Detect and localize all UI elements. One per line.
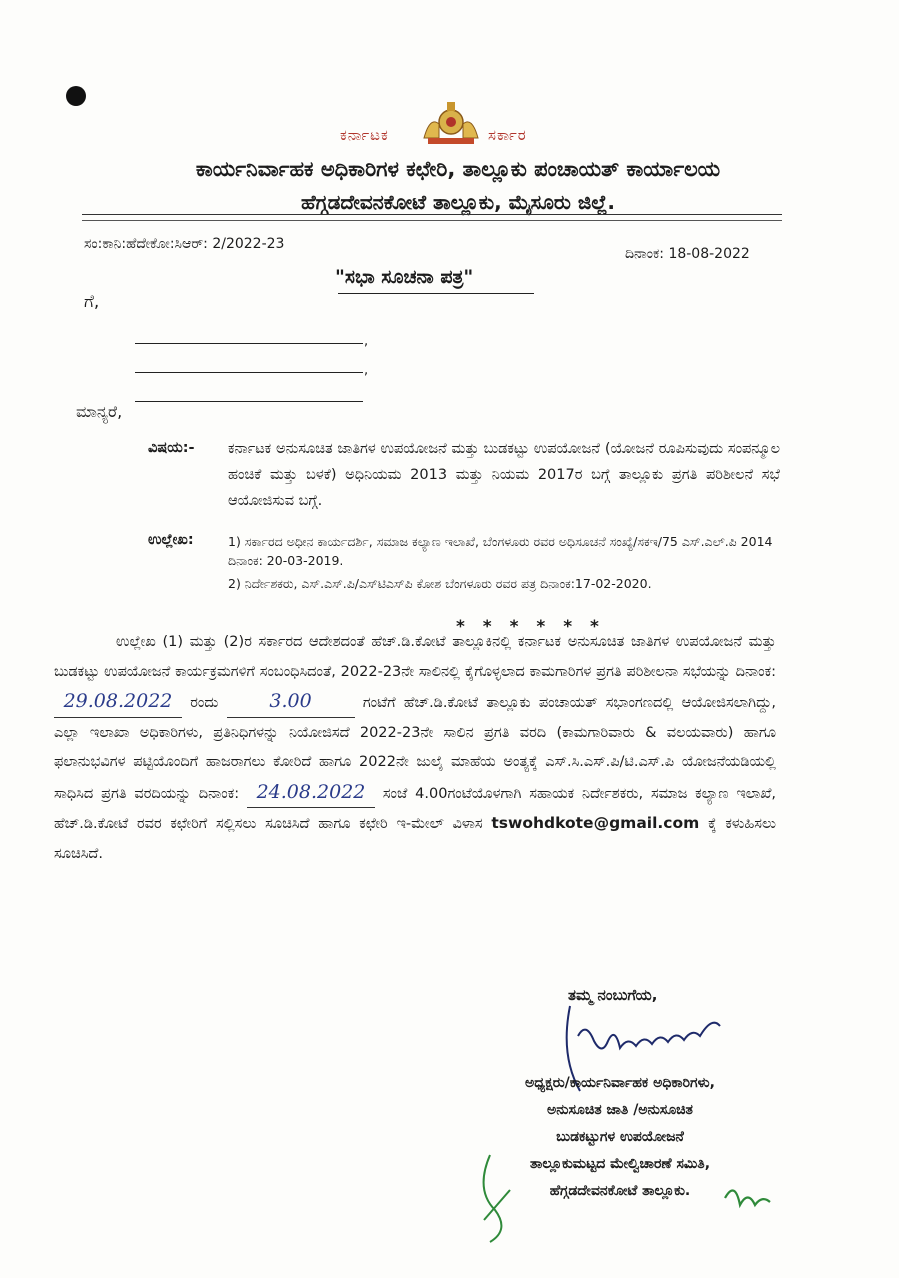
- address-line-3: [135, 401, 363, 402]
- document-title: "ಸಭಾ ಸೂಚನಾ ಪತ್ರ": [335, 266, 474, 288]
- closing-phrase: ತಮ್ಮ ನಂಬುಗೆಯ,: [568, 986, 658, 1004]
- references-label: ಉಲ್ಲೇಖ:: [148, 532, 194, 548]
- salutation: ಮಾನ್ಯರೆ,: [76, 402, 123, 421]
- report-date-handwritten: 24.08.2022: [247, 778, 375, 809]
- signatory-designation-2: ಅನುಸೂಚಿತ ಜಾತಿ /ಅನುಸೂಚಿತ: [547, 1102, 693, 1118]
- reference-number: ಸಂ:ಕಾನಿ:ಹೆದೇಕೋ:ಸಿಆರ್: 2/2022-23: [84, 236, 285, 252]
- address-comma-2: ,: [364, 363, 369, 378]
- subject-text: ಕರ್ನಾಟಕ ಅನುಸೂಚಿತ ಜಾತಿಗಳ ಉಪಯೋಜನೆ ಮತ್ತು ಬುಡಕಟ್ಟು ಉಪಯೋಜನೆ (ಯೋಜನೆ ರೂಪಿಸುವುದು ಸಂಪನ್ಮೂಲ ಹಂಚಿಕೆ ಮತ್ತು ಬಳಕೆ) ಅಧಿನಿಯಮ 2013 ಮತ್ತು ನಿಯಮ 2017ರ ಬಗ್ಗೆ ತಾಲ್ಲೂಕು ಪ್ರಗತಿ ಪರಿಶೀಲನೆ ಸಭೆ ಆಯೋಜಿಸುವ ಬಗ್ಗೆ.: [228, 441, 780, 509]
- section-separator: * * * * * *: [456, 617, 605, 637]
- punch-hole-mark: [66, 86, 86, 106]
- header-divider-thin: [82, 220, 782, 221]
- header-divider: [82, 214, 782, 215]
- reference-item-2: 2) ನಿರ್ದೇಶಕರು, ಎಸ್.ಎಸ್.ಪಿ/ಎಸ್‌ಟಿಎಸ್‌ಪಿ ಕೋಶ ಬೆಂಗಳೂರು ರವರ ಪತ್ರ ದಿನಾಂಕ:17-02-2020.: [228, 576, 652, 591]
- signatory-designation-1: ಅಧ್ಯಕ್ಷರು/ಕಾರ್ಯನಿರ್ವಾಹಕ ಅಧಿಕಾರಿಗಳು,: [525, 1075, 715, 1091]
- body-text-5: ಕ್ಕೆ ಕಳುಹಿಸಲು ಸೂಚಿಸಿದೆ.: [54, 816, 776, 862]
- meeting-date-handwritten: 29.08.2022: [54, 687, 182, 718]
- green-initials-mark-icon: [470, 1150, 780, 1245]
- signatory-designation-5: ಹೆಗ್ಗಡದೇವನಕೋಟೆ ತಾಲ್ಲೂಕು.: [549, 1183, 691, 1199]
- address-comma-1: ,: [364, 334, 369, 349]
- office-location: ಹೆಗ್ಗಡದೇವನಕೋಟೆ ತಾಲ್ಲೂಕು, ಮೈಸೂರು ಜಿಲ್ಲೆ.: [300, 190, 616, 214]
- office-email: tswohdkote@gmail.com: [491, 814, 700, 832]
- addressee-label: ಗೆ,: [84, 292, 100, 312]
- meeting-time-handwritten: 3.00: [227, 687, 355, 718]
- office-title: ಕಾರ್ಯನಿರ್ವಾಹಕ ಅಧಿಕಾರಿಗಳ ಕಛೇರಿ, ತಾಲ್ಲೂಕು ಪಂಚಾಯತ್ ಕಾರ್ಯಾಲಯ: [195, 157, 721, 181]
- letter-body: [54, 628, 776, 869]
- body-text-1: ಉಲ್ಲೇಖ (1) ಮತ್ತು (2)ರ ಸರ್ಕಾರದ ಆದೇಶದಂತೆ ಹೆಚ್.ಡಿ.ಕೋಟೆ ತಾಲ್ಲೂಕಿನಲ್ಲಿ ಕರ್ನಾಟಕ ಅನುಸೂಚಿತ ಜಾತಿಗಳ ಉಪಯೋಜನೆ ಮತ್ತು ಬುಡಕಟ್ಟು ಉಪಯೋಜನೆ ಕಾರ್ಯಕ್ರಮಗಳಿಗೆ ಸಂಬಂಧಿಸಿದಂತೆ, 2022-23ನೇ ಸಾಲಿನಲ್ಲಿ ಕೈಗೊಳ್ಳಲಾದ ಕಾಮಗಾರಿಗಳ ಪ್ರಗತಿ ಪರಿಶೀಲನಾ ಸಭೆಯನ್ನು ದಿನಾಂಕ:: [54, 634, 776, 680]
- state-emblem-icon: [420, 98, 482, 148]
- address-line-1: [135, 343, 363, 344]
- subject-label: ವಿಷಯ:-: [148, 440, 195, 456]
- address-line-2: [135, 372, 363, 373]
- body-text-3: ಗಂಟೆಗೆ ಹೆಚ್.ಡಿ.ಕೋಟೆ ತಾಲ್ಲೂಕು ಪಂಚಾಯತ್ ಸಭಾಂಗಣದಲ್ಲಿ ಆಯೋಜಿಸಲಾಗಿದ್ದು, ಎಲ್ಲಾ ಇಲಾಖಾ ಅಧಿಕಾರಿಗಳು, ಪ್ರತಿನಿಧಿಗಳನ್ನು ನಿಯೋಜಿಸದೆ 2022-23ನೇ ಸಾಲಿನ ಪ್ರಗತಿ ವರದಿ (ಕಾಮಗಾರಿವಾರು & ವಲಯವಾರು) ಹಾಗೂ ಫಲಾನುಭವಿಗಳ ಪಟ್ಟಿಯೊಂದಿಗೆ ಹಾಜರಾಗಲು ಕೋರಿದೆ ಹಾಗೂ 2022ನೇ ಜುಲೈ ಮಾಹೆಯ ಅಂತ್ಯಕ್ಕೆ ಎಸ್.ಸಿ.ಎಸ್.ಪಿ/ಟಿ.ಎಸ್.ಪಿ ಯೋಜನೆಯಡಿಯಲ್ಲಿ ಸಾಧಿಸಿದ ಪ್ರಗತಿ ವರದಿಯನ್ನು ದಿನಾಂಕ:: [54, 695, 777, 802]
- signatory-designation-3: ಬುಡಕಟ್ಟುಗಳ ಉಪಯೋಜನೆ: [556, 1129, 684, 1145]
- emblem-caption-right: ಸರ್ಕಾರ: [488, 126, 527, 144]
- emblem-caption-left: ಕರ್ನಾಟಕ: [340, 126, 389, 144]
- body-text-2: ರಂದು: [190, 695, 219, 711]
- signatory-designation-4: ತಾಲ್ಲೂಕುಮಟ್ಟದ ಮೇಲ್ವಿಚಾರಣೆ ಸಮಿತಿ,: [529, 1156, 711, 1172]
- title-underline: [338, 293, 534, 294]
- body-text-4: ಸಂಜೆ 4.00ಗಂಟೆಯೊಳಗಾಗಿ ಸಹಾಯಕ ನಿರ್ದೇಶಕರು, ಸಮಾಜ ಕಲ್ಯಾಣ ಇಲಾಖೆ, ಹೆಚ್.ಡಿ.ಕೋಟೆ ರವರ ಕಛೇರಿಗೆ ಸಲ್ಲಿಸಲು ಸೂಚಿಸಿದೆ ಹಾಗೂ ಕಛೇರಿ ಇ-ಮೇಲ್ ವಿಳಾಸ: [54, 785, 777, 832]
- letter-date: ದಿನಾಂಕ: 18-08-2022: [625, 246, 750, 262]
- reference-item-1: 1) ಸರ್ಕಾರದ ಅಧೀನ ಕಾರ್ಯದರ್ಶಿ, ಸಮಾಜ ಕಲ್ಯಾಣ ಇಲಾಖೆ, ಬೆಂಗಳೂರು ರವರ ಅಧಿಸೂಚನೆ ಸಂಖ್ಯೆ/ಸಕಇ/75 ಎಸ್.ಎಲ್.ಪಿ 2014 ದಿನಾಂಕ: 20-03-2019.: [228, 534, 773, 568]
